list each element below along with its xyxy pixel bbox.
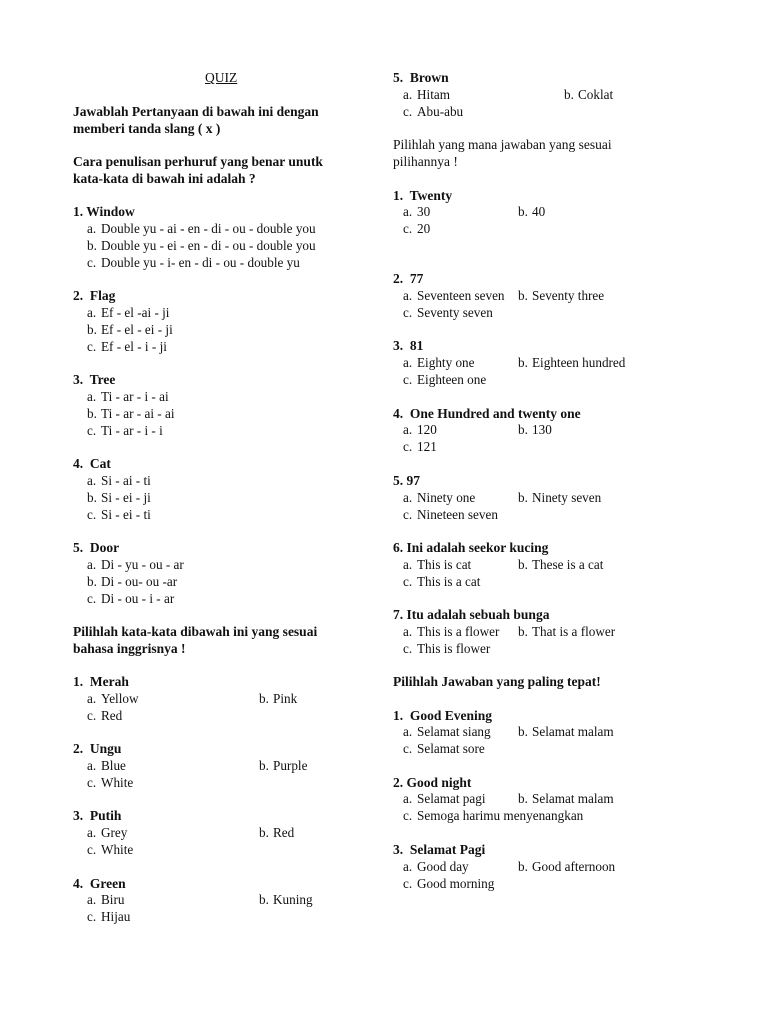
section1-intro-line-2: kata-kata di bawah ini adalah ? — [73, 171, 256, 186]
option-c[interactable]: c. White — [87, 775, 134, 790]
question-heading: 3. Putih — [73, 808, 122, 823]
section1-intro-line-1: Cara penulisan perhuruf yang benar unutk — [73, 154, 323, 169]
question-heading: 3. Selamat Pagi — [393, 842, 486, 857]
option-a[interactable]: a. Ti - ar - i - ai — [87, 389, 169, 404]
question-heading: 5. Brown — [393, 70, 449, 85]
question-heading: 2. Good night — [393, 775, 472, 790]
option-c[interactable]: c. Semoga harimu menyenangkan — [403, 808, 584, 823]
option-b[interactable]: b. 130 — [518, 422, 552, 437]
option-b[interactable]: b. Kuning — [259, 892, 313, 907]
instruction-line-1: Jawablah Pertanyaan di bawah ini dengan — [73, 104, 319, 119]
option-a[interactable]: a. Yellow — [87, 691, 139, 706]
option-a[interactable]: a. Blue — [87, 758, 126, 773]
option-a[interactable]: a. Selamat siang — [403, 724, 491, 739]
option-b[interactable]: b. Pink — [259, 691, 298, 706]
section2-intro-line-1: Pilihlah kata-kata dibawah ini yang sesuai — [73, 624, 318, 639]
question-heading: 4. Cat — [73, 456, 111, 471]
option-a[interactable]: a. This is a flower — [403, 624, 500, 639]
section3-intro-line-1: Pilihlah yang mana jawaban yang sesuai — [393, 137, 612, 152]
option-a[interactable]: a. Ef - el -ai - ji — [87, 305, 170, 320]
option-a[interactable]: a. Double yu - ai - en - di - ou - double you — [87, 221, 316, 236]
instruction-line-2: memberi tanda slang ( x ) — [73, 121, 221, 136]
option-b[interactable]: b. Selamat malam — [518, 724, 614, 739]
option-c[interactable]: c. Hijau — [87, 909, 131, 924]
option-b[interactable]: b. Eighteen hundred — [518, 355, 626, 370]
option-a[interactable]: a. Biru — [87, 892, 125, 907]
option-b[interactable]: b. Selamat malam — [518, 791, 614, 806]
option-c[interactable]: c. Ti - ar - i - i — [87, 423, 163, 438]
option-b[interactable]: b. Purple — [259, 758, 308, 773]
option-b[interactable]: b. Good afternoon — [518, 859, 616, 874]
option-b[interactable]: b. 40 — [518, 204, 546, 219]
question-heading: 1. Window — [73, 204, 135, 219]
question-heading: 4. One Hundred and twenty one — [393, 406, 581, 421]
section3-intro-line-2: pilihannya ! — [393, 154, 458, 169]
option-a[interactable]: a. Di - yu - ou - ar — [87, 557, 184, 572]
question-heading: 2. Ungu — [73, 741, 122, 756]
option-b[interactable]: b. Seventy three — [518, 288, 605, 303]
option-c[interactable]: c. Good morning — [403, 876, 495, 891]
question-heading: 1. Good Evening — [393, 708, 493, 723]
question-heading: 5. 97 — [393, 473, 420, 488]
option-b[interactable]: b. Si - ei - ji — [87, 490, 151, 505]
option-a[interactable]: a. Seventeen seven — [403, 288, 505, 303]
option-c[interactable]: c. This is a cat — [403, 574, 481, 589]
quiz-title: QUIZ — [205, 70, 238, 85]
option-c[interactable]: c. This is flower — [403, 641, 491, 656]
option-b[interactable]: b. These is a cat — [518, 557, 604, 572]
option-c[interactable]: c. Eighteen one — [403, 372, 487, 387]
option-c[interactable]: c. Red — [87, 708, 123, 723]
question-heading: 7. Itu adalah sebuah bunga — [393, 607, 550, 622]
option-a[interactable]: a. Ninety one — [403, 490, 476, 505]
option-b[interactable]: b. Ninety seven — [518, 490, 602, 505]
question-heading: 3. 81 — [393, 338, 424, 353]
question-heading: 5. Door — [73, 540, 120, 555]
option-a[interactable]: a. Hitam — [403, 87, 450, 102]
question-heading: 4. Green — [73, 876, 126, 891]
option-a[interactable]: a. Eighty one — [403, 355, 475, 370]
option-b[interactable]: b. Ef - el - ei - ji — [87, 322, 173, 337]
option-b[interactable]: b. Double yu - ei - en - di - ou - double you — [87, 238, 316, 253]
option-a[interactable]: a. Good day — [403, 859, 469, 874]
option-b[interactable]: b. Ti - ar - ai - ai — [87, 406, 175, 421]
option-c[interactable]: c. Si - ei - ti — [87, 507, 151, 522]
option-a[interactable]: a. Si - ai - ti — [87, 473, 151, 488]
option-c[interactable]: c. Seventy seven — [403, 305, 493, 320]
option-b[interactable]: b. That is a flower — [518, 624, 616, 639]
section2-intro-line-2: bahasa inggrisnya ! — [73, 641, 186, 656]
option-b[interactable]: b. Di - ou- ou -ar — [87, 574, 178, 589]
option-c[interactable]: c. Double yu - i- en - di - ou - double yu — [87, 255, 300, 270]
question-heading: 1. Merah — [73, 674, 129, 689]
question-heading: 1. Twenty — [393, 188, 453, 203]
section4-intro: Pilihlah Jawaban yang paling tepat! — [393, 674, 601, 689]
option-b[interactable]: b. Red — [259, 825, 295, 840]
option-b[interactable]: b. Coklat — [564, 87, 614, 102]
option-c[interactable]: c. Di - ou - i - ar — [87, 591, 175, 606]
option-a[interactable]: a. This is cat — [403, 557, 472, 572]
option-a[interactable]: a. Grey — [87, 825, 128, 840]
question-heading: 2. Flag — [73, 288, 116, 303]
option-c[interactable]: c. 20 — [403, 221, 431, 236]
option-c[interactable]: c. Ef - el - i - ji — [87, 339, 167, 354]
option-c[interactable]: c. Selamat sore — [403, 741, 485, 756]
question-heading: 2. 77 — [393, 271, 424, 286]
option-c[interactable]: c. Nineteen seven — [403, 507, 498, 522]
option-a[interactable]: a. 30 — [403, 204, 431, 219]
question-heading: 3. Tree — [73, 372, 116, 387]
option-a[interactable]: a. Selamat pagi — [403, 791, 486, 806]
option-c[interactable]: c. Abu-abu — [403, 104, 464, 119]
question-heading: 6. Ini adalah seekor kucing — [393, 540, 549, 555]
option-a[interactable]: a. 120 — [403, 422, 437, 437]
option-c[interactable]: c. White — [87, 842, 134, 857]
option-c[interactable]: c. 121 — [403, 439, 437, 454]
